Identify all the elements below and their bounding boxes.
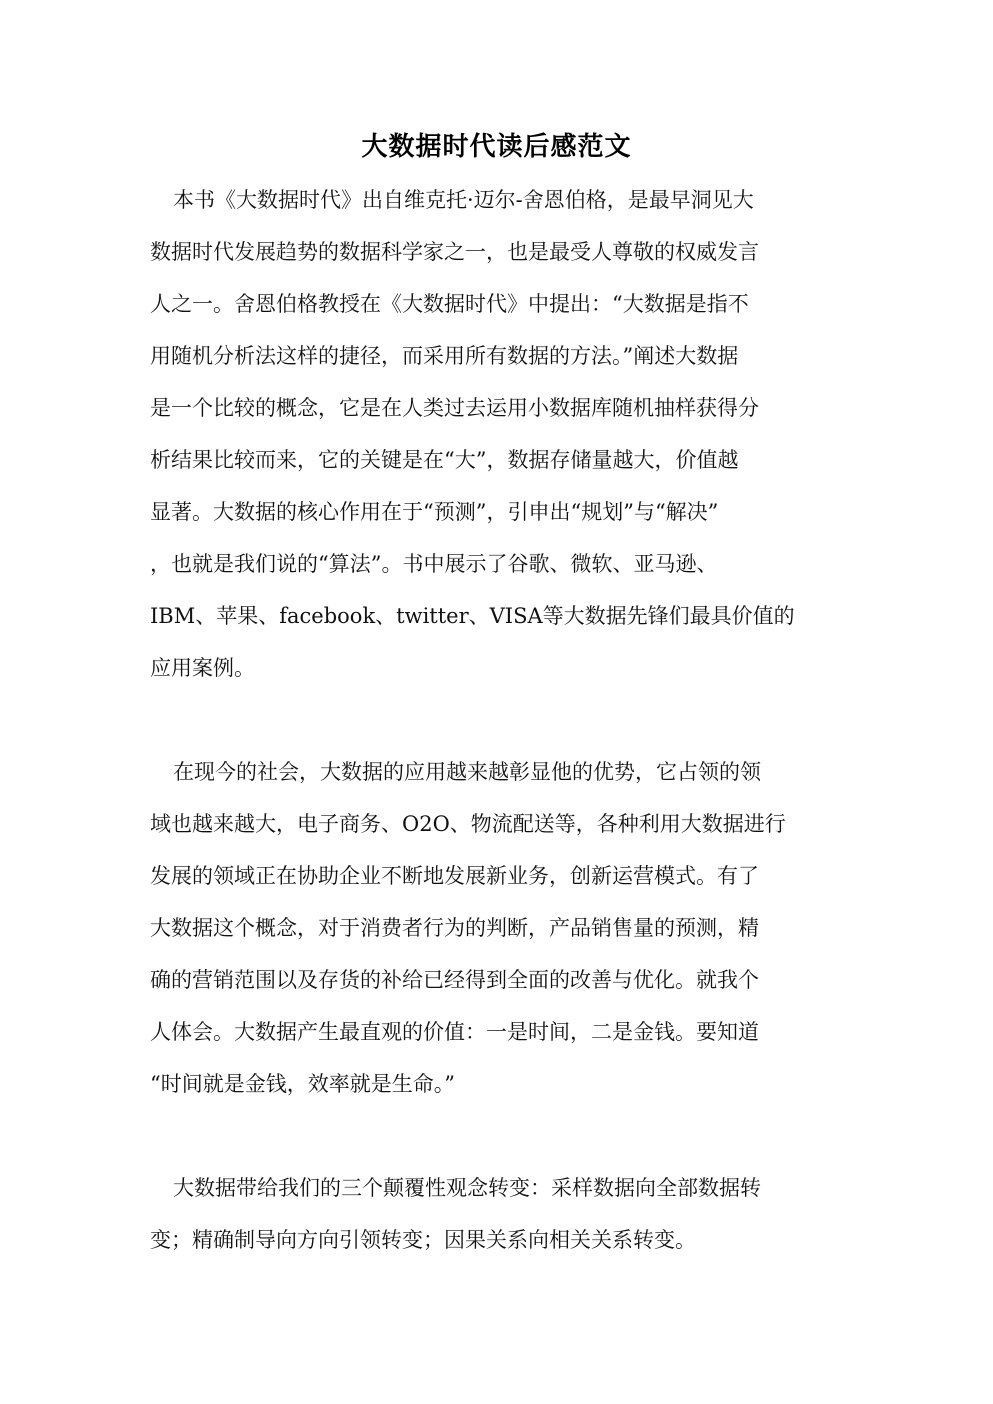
paragraph-1-line-9: IBM、苹果、facebook、twitter、VISA等大数据先锋们最具价值的 <box>150 604 795 628</box>
paragraph-1-line-2: 数据时代发展趋势的数据科学家之一，也是最受人尊敬的权威发言 <box>150 240 759 264</box>
paragraph-2-line-6: 人体会。大数据产生最直观的价值：一是时间，二是金钱。要知道 <box>150 1020 759 1044</box>
document-title: 大数据时代读后感范文 <box>361 132 632 162</box>
paragraph-2-line-5: 确的营销范围以及存货的补给已经得到全面的改善与优化。就我个 <box>150 968 759 992</box>
paragraph-2-line-1: 在现今的社会，大数据的应用越来越彰显他的优势，它占领的领 <box>173 760 761 784</box>
paragraph-1-line-3: 人之一。舍恩伯格教授在《大数据时代》中提出：“大数据是指不 <box>150 292 749 316</box>
paragraph-2-line-3: 发展的领域正在协助企业不断地发展新业务，创新运营模式。有了 <box>150 864 759 888</box>
paragraph-2-line-2: 域也越来越大，电子商务、O2O、物流配送等，各种利用大数据进行 <box>150 812 786 836</box>
paragraph-2-line-4: 大数据这个概念，对于消费者行为的判断，产品销售量的预测，精 <box>150 916 759 940</box>
paragraph-1-line-5: 是一个比较的概念，它是在人类过去运用小数据库随机抽样获得分 <box>150 396 759 420</box>
paragraph-1-line-8: ，也就是我们说的“算法”。书中展示了谷歌、微软、亚马逊、 <box>150 552 718 576</box>
paragraph-1-line-1: 本书《大数据时代》出自维克托·迈尔-舍恩伯格，是最早洞见大 <box>173 188 754 212</box>
paragraph-3-line-2: 变；精确制导向方向引领转变；因果关系向相关关系转变。 <box>150 1228 696 1252</box>
paragraph-2-line-7: “时间就是金钱，效率就是生命。” <box>150 1072 455 1096</box>
paragraph-1-line-6: 析结果比较而来，它的关键是在“大”，数据存储量越大，价值越 <box>150 448 739 472</box>
paragraph-1-line-4: 用随机分析法这样的捷径，而采用所有数据的方法。”阐述大数据 <box>150 344 739 368</box>
paragraph-1-line-10: 应用案例。 <box>150 656 255 680</box>
paragraph-3-line-1: 大数据带给我们的三个颠覆性观念转变：采样数据向全部数据转 <box>173 1176 761 1200</box>
paragraph-1-line-7: 显著。大数据的核心作用在于“预测”，引申出“规划”与“解决” <box>150 500 719 524</box>
